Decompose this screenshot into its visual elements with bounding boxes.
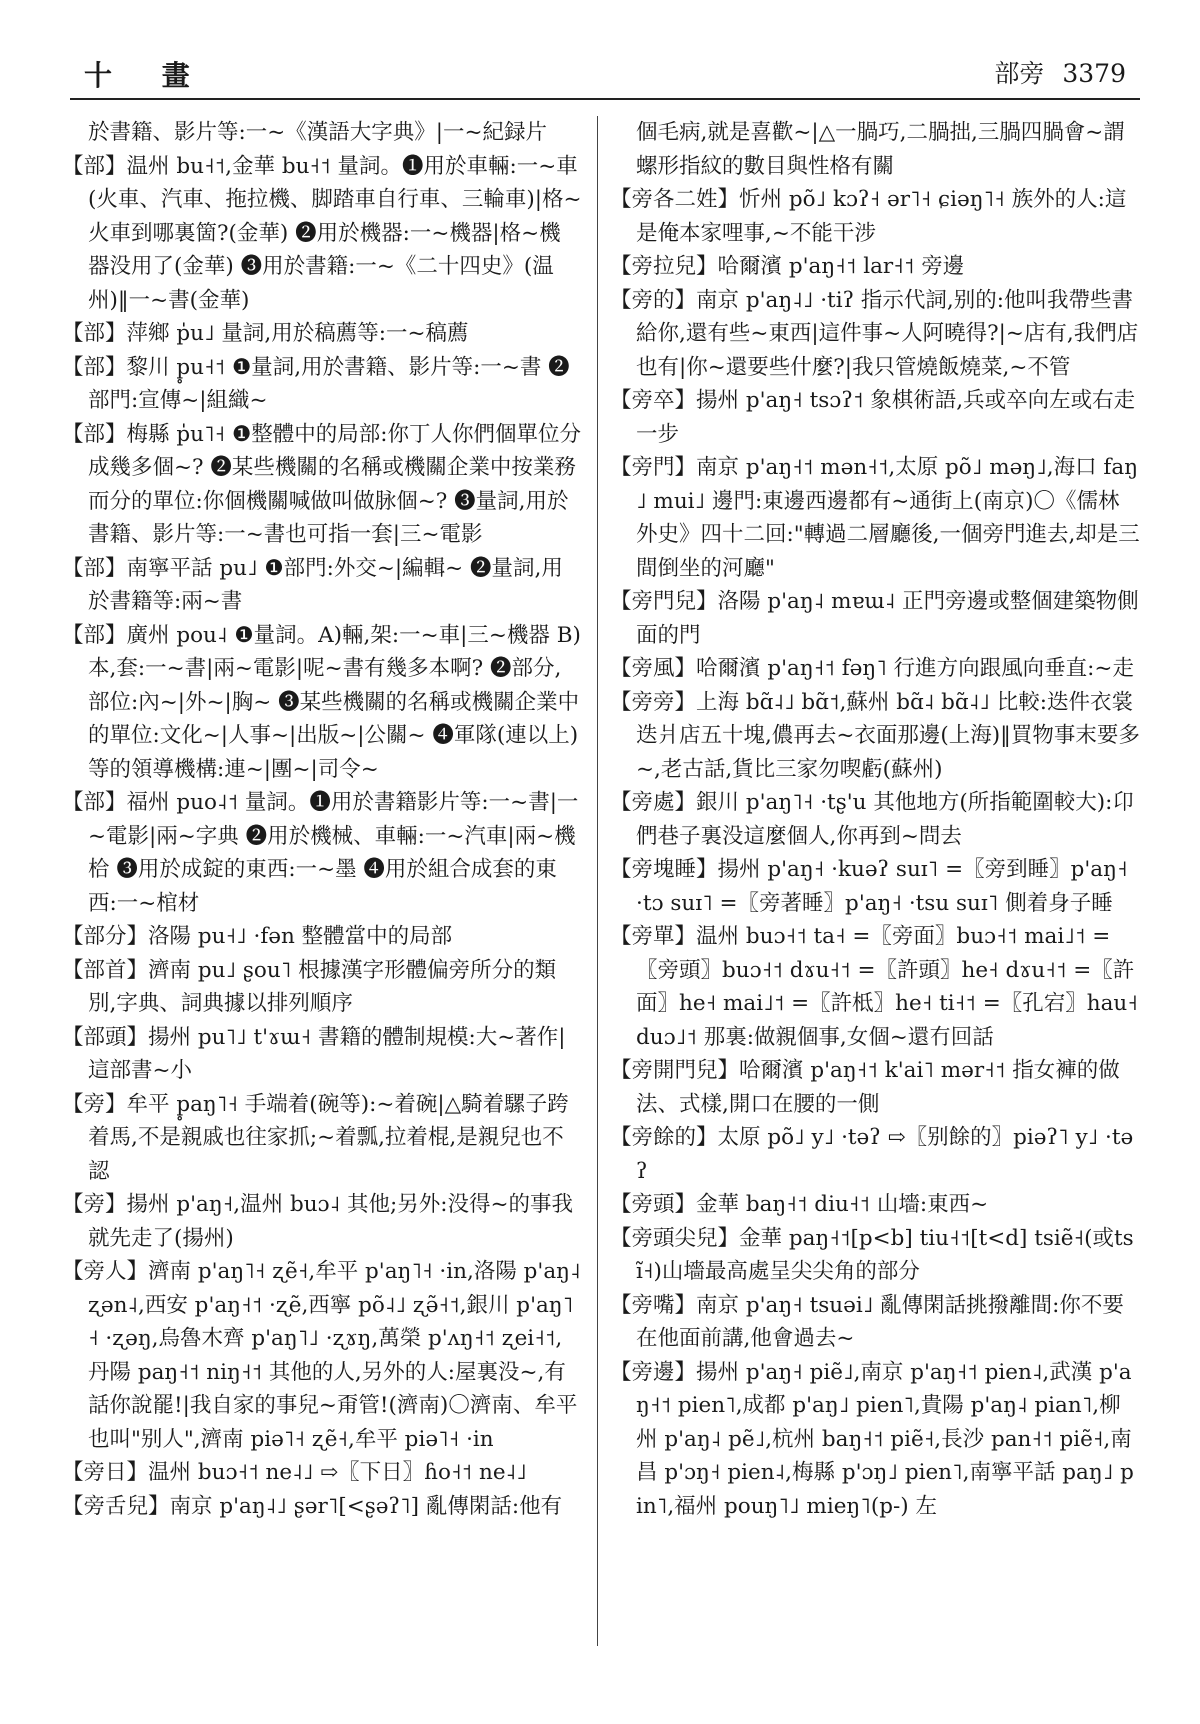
dictionary-entry: 【旁頭】金華 baŋ˧˦ diu˧˦ 山墻:東西~: [610, 1192, 989, 1217]
dictionary-entry: 【部】廣州 pou˨ ❶量詞。A)輛,架:一~車|三~機器 B)本,套:一~書|兩~電影|呢~書有幾多本啊? ❷部分,部位:內~|外~|胸~ ❸某些機關的名稱或機關企業中的單位:文化~|人事~|出版~|公關~ ❹軍隊(連以上)等的領導機構:連~|團~|司令~: [62, 622, 581, 782]
dictionary-entry: 個毛病,就是喜歡~|△一腡巧,二腡拙,三腡四腡會~謂螺形指紋的數目與性格有關: [636, 120, 1125, 179]
header-rule: [70, 98, 1140, 100]
dictionary-entry: 【部分】洛陽 pu˧˩ ·fən 整體當中的局部: [62, 924, 453, 949]
dictionary-entry: 【旁嘴】南京 p'aŋ˧ tsuəi˩ 亂傳閑話挑撥離間:你不要在他面前講,他會過去~: [610, 1292, 1124, 1351]
dictionary-entry: 【旁處】銀川 p'aŋ˥˧ ·tʂ'u 其他地方(所指範圍較大):卬們巷子裏没這麼個人,你再到~問去: [610, 790, 1134, 849]
dictionary-entry: 【旁】揚州 p'aŋ˧,温州 buɔ˨ 其他;另外:没得~的事我就先走了(揚州): [62, 1192, 574, 1251]
dictionary-entry: 【旁拉兒】哈爾濱 p'aŋ˧˦ lar˧˦ 旁邊: [610, 254, 965, 279]
column-divider: [597, 116, 598, 1646]
dictionary-entry: 【旁單】温州 buɔ˧˦ ta˧ =〖旁面〗buɔ˧˦ mai˩˦ =〖旁頭〗buɔ˧˦ dɤu˧˦ =〖許頭〗he˧ dɤu˧˦ =〖許面〗he˧ mai˩˦ =〖許柢〗he˧ ti˧˦ =〖孔宕〗hau˧ duɔ˩˦ 那裏:做親個事,女個~還冇回話: [610, 924, 1138, 1050]
dictionary-entry: 【部首】濟南 pu˩ ʂou˥ 根據漢字形體偏旁所分的類別,字典、詞典據以排列順序: [62, 957, 557, 1016]
dictionary-entry: 【部】南寧平話 pu˩ ❶部門:外交~|編輯~ ❷量詞,用於書籍等:兩~書: [62, 555, 563, 614]
dictionary-entry: 【旁餘的】太原 põ˩ y˩ ·təʔ ⇨〖别餘的〗piəʔ˥ y˩ ·təʔ: [610, 1125, 1134, 1184]
dictionary-entry: 【旁門】南京 p'aŋ˧˦ mən˧˦,太原 põ˩ məŋ˩,海口 faŋ˩ mui˩ 邊門:東邊西邊都有~通街上(南京)〇《儒林外史》四十二回:"轉過二層廳後,一個旁門進去,却是三間倒坐的河廳": [610, 455, 1140, 581]
radical-label: 部旁: [994, 59, 1045, 88]
dictionary-entry: 【部】温州 bu˧˦,金華 bu˧˦ 量詞。❶用於車輛:一~車(火車、汽車、拖拉機、脚踏車自行車、三輪車)|格~火車到哪裏箇?(金華) ❷用於機器:一~機器|格~機器没用了(金華) ❸用於書籍:一~《二十四史》(温州)‖一~書(金華): [62, 153, 582, 313]
dictionary-entry: 【旁人】濟南 p'aŋ˥˧ ʐẽ˧,牟平 p'aŋ˥˧ ·in,洛陽 p'aŋ˨ ʐən˨,西安 p'aŋ˧˦ ·ʐẽ,西寧 põ˨˩ ʐə̃˧˦,銀川 p'aŋ˥˧ ·ʐəŋ,烏魯木齊 p'aŋ˥˩ ·ʐɤŋ,萬榮 p'ʌŋ˧˦ ʐei˧˦,丹陽 paŋ˧˦ niŋ˧˦ 其他的人,另外的人:屋裏没~,有話你說罷!|我自家的事兒~甭管!(濟南)〇濟南、牟平也叫"别人",濟南 piə˥˧ ʐẽ˧,牟平 piə˥˧ ·in: [62, 1259, 581, 1452]
dictionary-entry: 【旁邊】揚州 p'aŋ˧ piẽ˩,南京 p'aŋ˧˦ pien˨,武漢 p'aŋ˧˦ pien˥,成都 p'aŋ˩ pien˥,貴陽 p'aŋ˨ pian˥,柳州 p'aŋ˨ pẽ˩,杭州 baŋ˧˦ piẽ˧,長沙 pan˧˦ piẽ˧,南昌 p'ɔŋ˧ pien˨,梅縣 p'ɔŋ˩ pien˥,南寧平話 paŋ˩ pin˥,福州 pouŋ˥˩ mieŋ˥(p-) 左: [610, 1359, 1134, 1519]
dictionary-entry: 【旁塊睡】揚州 p'aŋ˧ ·kuəʔ suɪ˥ =〖旁到睡〗p'aŋ˧ ·tɔ suɪ˥ =〖旁著睡〗p'aŋ˧ ·tsu suɪ˥ 側着身子睡: [610, 857, 1128, 916]
dictionary-entry: 【旁開門兒】哈爾濱 p'aŋ˧˦ k'ai˥ mər˧˦ 指女褲的做法、式樣,開口在腰的一側: [610, 1058, 1120, 1117]
dictionary-entry: 【部】黎川 p̥u˧˦ ❶量詞,用於書籍、影片等:一~書 ❷部門:宣傳~|組織~: [62, 354, 570, 413]
left-column: [62, 116, 582, 1696]
dictionary-entry: 【部】梅縣 p̍u˥˧ ❶整體中的局部:你丁人你們個單位分成幾多個~? ❷某些機關的名稱或機關企業中按業務而分的單位:你個機關喊做叫做脉個~? ❸量詞,用於書籍、影片等:一~書也可指一套|三~電影: [62, 421, 582, 547]
right-column: [610, 116, 1140, 1696]
dictionary-entry: 【部頭】揚州 pu˥˩ t'ɤɯ˧ 書籍的體制規模:大~著作|這部書~小: [62, 1024, 566, 1083]
dictionary-entry: 【部】萍鄉 p̍u˩ 量詞,用於稿薦等:一~稿薦: [62, 321, 469, 346]
dictionary-entry: 【旁】牟平 p̥aŋ˥˧ 手端着(碗等):~着碗|△騎着騾子跨着馬,不是親戚也往家抓;~着瓢,拉着棍,是親兒也不認: [62, 1091, 569, 1184]
dictionary-entry: 【旁卒】揚州 p'aŋ˧ tsɔʔ˦ 象棋術語,兵或卒向左或右走一步: [610, 388, 1136, 447]
dictionary-entry: 【旁日】温州 buɔ˧˦ ne˨˩ ⇨〖下日〗ɦo˧˦ ne˨˩: [62, 1460, 527, 1485]
dictionary-entry: 【旁頭尖兒】金華 paŋ˧˦[p<b] tiu˧˦[t<d] tsiẽ˧(或ts ĩ˧)山墻最高處呈尖尖角的部分: [610, 1225, 1134, 1284]
dictionary-entry: 【旁舌兒】南京 p'aŋ˨˩ ʂər˥[<ʂəʔ˥] 亂傳閑話:他有: [62, 1493, 563, 1519]
dictionary-entry: 【旁的】南京 p'aŋ˨˩ ·tiʔ 指示代詞,别的:他叫我帶些書給你,還有些~東西|這件事~人阿曉得?|~店有,我們店也有|你~還要些什麼?|我只管燒飯燒菜,~不管: [610, 287, 1139, 380]
dictionary-entry: 【旁風】哈爾濱 p'aŋ˧˦ fəŋ˥ 行進方向跟風向垂直:~走: [610, 656, 1134, 681]
dictionary-entry: 【旁旁】上海 bɑ̃˨˩ bɑ̃˦,蘇州 bɑ̃˨ bɑ̃˨˩ 比較:迭件衣裳迭爿店五十塊,儂再去~衣面那邊(上海)‖買物事末要多~,老古話,貨比三家勿喫虧(蘇州): [610, 689, 1140, 782]
dictionary-entry: 【旁各二姓】忻州 põ˩ kɔʔ˧ ər˥˧ ɕiəŋ˥˧ 族外的人:這是俺本家哩事,~不能干涉: [610, 187, 1127, 246]
section-title: 十 畫: [84, 59, 210, 92]
dictionary-entry: 【旁門兒】洛陽 p'aŋ˨ mɐɯ˨ 正門旁邊或整個建築物側面的門: [610, 589, 1139, 648]
dictionary-entry: 於書籍、影片等:一~《漢語大字典》|一~紀録片: [88, 120, 548, 145]
dictionary-entry: 【部】福州 puo˨˦ 量詞。❶用於書籍影片等:一~書|一~電影|兩~字典 ❷用於機械、車輛:一~汽車|兩~機㭘 ❸用於成錠的東西:一~墨 ❹用於組合成套的東西:一~棺材: [62, 790, 579, 916]
page-header: [70, 50, 1140, 90]
header-right: [994, 54, 1126, 90]
page-number: 3379: [1062, 59, 1126, 88]
